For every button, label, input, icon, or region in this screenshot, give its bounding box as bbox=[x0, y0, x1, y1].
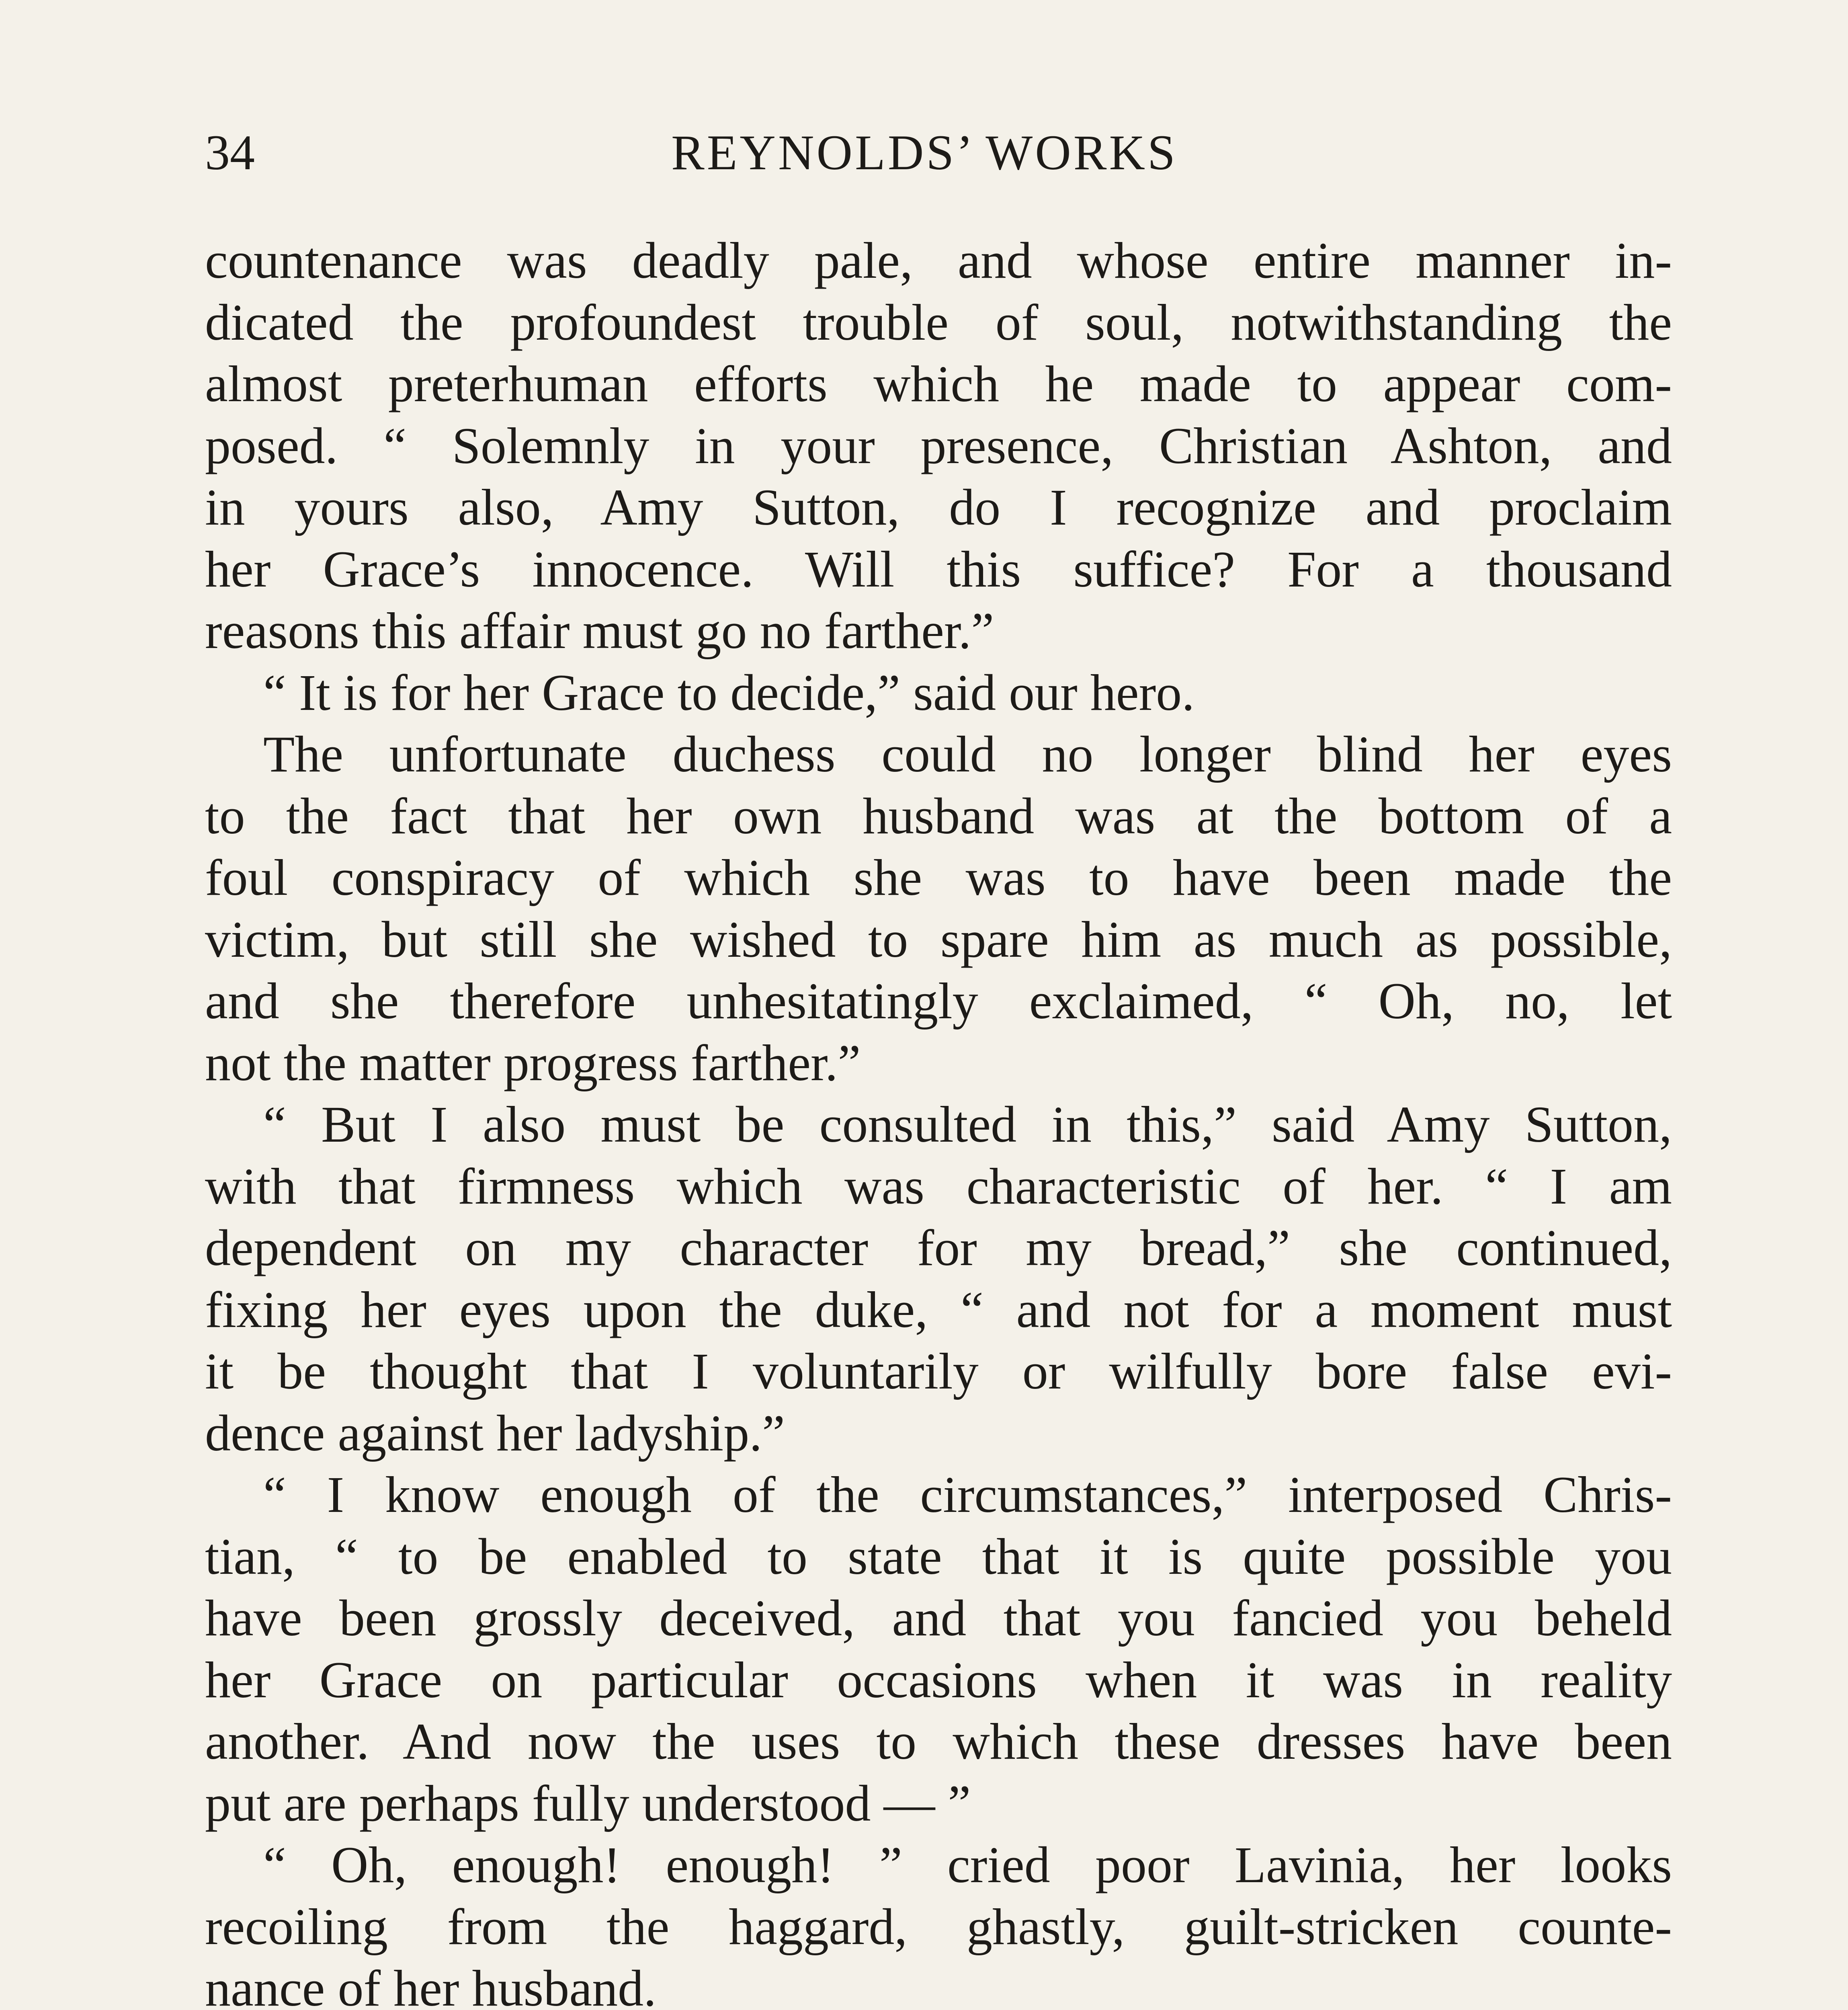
text-line: her Grace on particular occasions when it was in reality bbox=[205, 1651, 1672, 1708]
running-title: REYNOLDS’ WORKS bbox=[671, 125, 1178, 180]
text-line: her Grace’s innocence. Will this suffice? For a thousand bbox=[205, 540, 1672, 598]
text-line: recoiling from the haggard, ghastly, guilt-stricken counte- bbox=[205, 1898, 1672, 1955]
text-line: dence against her ladyship.” bbox=[205, 1404, 785, 1462]
text-line: foul conspiracy of which she was to have been made the bbox=[205, 849, 1672, 906]
text-line: in yours also, Amy Sutton, do I recognize and proclaim bbox=[205, 479, 1672, 536]
text-line: to the fact that her own husband was at the bottom of a bbox=[205, 787, 1672, 845]
text-line: victim, but still she wished to spare him as much as possible, bbox=[205, 911, 1672, 968]
text-line: put are perhaps fully understood — ” bbox=[205, 1774, 971, 1832]
text-line: dependent on my character for my bread,” she continued, bbox=[205, 1219, 1672, 1276]
text-line: posed. “ Solemnly in your presence, Christian Ashton, and bbox=[205, 417, 1672, 474]
text-line: have been grossly deceived, and that you fancied you beheld bbox=[205, 1590, 1672, 1647]
text-line: dicated the profoundest trouble of soul, notwithstanding the bbox=[205, 293, 1672, 351]
text-line: “ It is for her Grace to decide,” said our hero. bbox=[263, 664, 1195, 721]
text-line: almost preterhuman efforts which he made to appear com- bbox=[205, 355, 1672, 412]
text-line: and she therefore unhesitatingly exclaimed, “ Oh, no, let bbox=[205, 972, 1672, 1030]
text-line: it be thought that I voluntarily or wilfully bore false evi- bbox=[205, 1343, 1672, 1400]
text-line: tian, “ to be enabled to state that it is quite possible you bbox=[205, 1528, 1672, 1585]
text-line: another. And now the uses to which these dresses have been bbox=[205, 1713, 1672, 1770]
text-line: “ But I also must be consulted in this,” said Amy Sutton, bbox=[263, 1096, 1672, 1153]
text-line: fixing her eyes upon the duke, “ and not for a moment must bbox=[205, 1281, 1672, 1338]
text-line: not the matter progress farther.” bbox=[205, 1034, 861, 1091]
text-line: nance of her husband. bbox=[205, 1960, 657, 2010]
text-line: “ I know enough of the circumstances,” interposed Chris- bbox=[263, 1466, 1672, 1523]
body-text bbox=[205, 230, 1672, 2010]
text-line: “ Oh, enough! enough! ” cried poor Lavinia, her looks bbox=[263, 1836, 1672, 1893]
text-line: with that firmness which was characteristic of her. “ I am bbox=[205, 1157, 1672, 1215]
text-line: The unfortunate duchess could no longer blind her eyes bbox=[263, 726, 1672, 783]
page-number: 34 bbox=[205, 125, 255, 180]
running-head bbox=[205, 121, 1644, 185]
text-line: countenance was deadly pale, and whose entire manner in- bbox=[205, 232, 1672, 289]
text-line: reasons this affair must go no farther.” bbox=[205, 602, 994, 659]
